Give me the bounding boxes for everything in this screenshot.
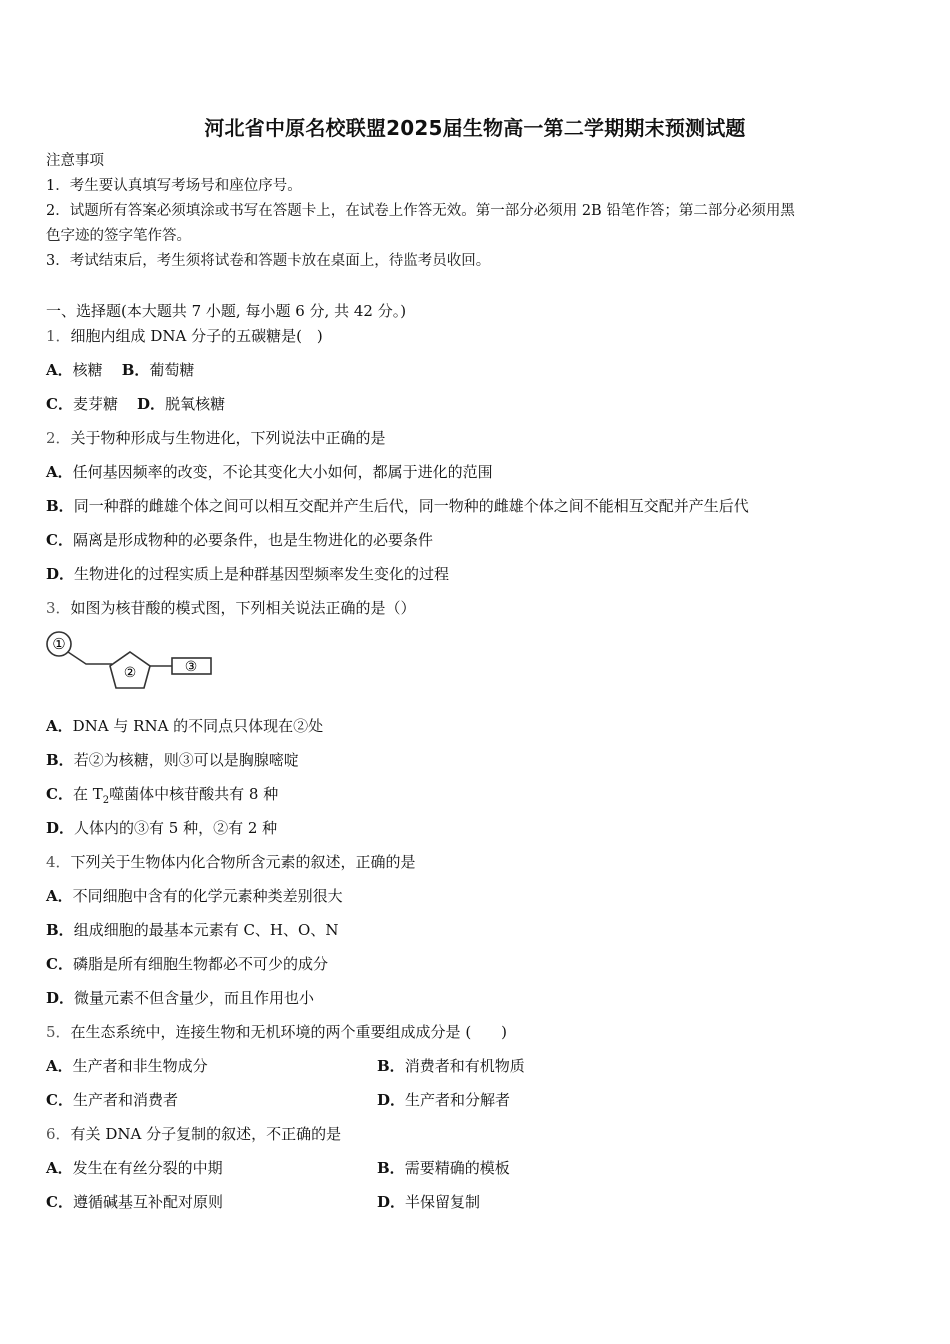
option-label: D． (46, 989, 75, 1007)
question-number: 4． (46, 853, 71, 871)
option-label: C． (46, 785, 73, 803)
notice-item: 1．考生要认真填写考场号和座位序号。 (46, 178, 302, 194)
option-text: 葡萄糖 (149, 361, 195, 379)
option-cell (46, 1056, 208, 1076)
option-label: B． (46, 921, 74, 939)
question-3-stem (46, 598, 416, 618)
option-label: D． (377, 1091, 406, 1109)
option-text: 核糖 (72, 361, 103, 379)
option-label: A． (46, 463, 73, 481)
question-1-stem (46, 326, 323, 346)
option-row (46, 920, 338, 940)
option-text: 若②为核糖，则③可以是胸腺嘧啶 (73, 751, 299, 769)
option-label: A． (46, 717, 73, 735)
section-heading: 一、选择题(本大题共 7 小题, 每小题 6 分, 共 42 分。) (46, 302, 407, 320)
option-row (46, 988, 314, 1008)
option-text: 在 $T_2$噬菌体中核苷酸共有 8 种 (72, 785, 279, 806)
question-text: 在生态系统中，连接生物和无机环境的两个重要组成成分是 ( ) (70, 1023, 508, 1041)
option-label: C． (46, 395, 73, 413)
option-cell (377, 1192, 480, 1212)
option-row (46, 886, 343, 906)
option-label: A． (46, 361, 73, 379)
option-label: B． (121, 361, 150, 379)
option-text: 脱氧核糖 (165, 395, 226, 413)
phosphate-bond (68, 652, 112, 664)
option-label: D． (377, 1193, 406, 1211)
option-label: D． (46, 565, 75, 583)
option-label: A． (46, 887, 73, 905)
option-text: 遵循碱基互补配对原则 (72, 1193, 223, 1211)
option-label: A． (46, 1057, 73, 1075)
option-row (46, 462, 493, 482)
option-row (46, 530, 433, 550)
question-text: 有关 DNA 分子复制的叙述，不正确的是 (70, 1125, 342, 1143)
notice-item: 色字迹的签字笔作答。 (46, 228, 191, 244)
question-number: 5． (46, 1023, 71, 1041)
page-title: 河北省中原名校联盟2025届生物高一第二学期期末预测试题 (204, 116, 746, 140)
option-text: 同一种群的雌雄个体之间可以相互交配并产生后代，同一物种的雌雄个体之间不能相互交配并产生后代 (73, 497, 749, 515)
nucleotide-diagram (44, 628, 219, 694)
option-label: D． (137, 395, 166, 413)
option-cell (377, 1056, 525, 1076)
option-text: 隔离是形成物种的必要条件，也是生物进化的必要条件 (72, 531, 433, 549)
option-row (46, 954, 328, 974)
option-label: D． (46, 819, 75, 837)
option-label: B． (377, 1159, 405, 1177)
option-label: B． (46, 751, 74, 769)
option-label: B． (46, 497, 74, 515)
notice-item: 3．考试结束后，考生须将试卷和答题卡放在桌面上，待监考员收回。 (46, 253, 491, 269)
notice-item: 2．试题所有答案必须填涂或书写在答题卡上，在试卷上作答无效。第一部分必须用 2B 铅笔作答；第二部分必须用黑 (46, 203, 795, 219)
question-4-stem (46, 852, 416, 872)
option-row (46, 496, 749, 516)
option-row (46, 716, 323, 736)
option-row (46, 360, 194, 380)
option-text: 生产者和消费者 (72, 1091, 178, 1109)
question-number: 3． (46, 599, 71, 617)
option-text: 发生在有丝分裂的中期 (72, 1159, 223, 1177)
label-3: ③ (184, 659, 198, 675)
label-1: ① (52, 635, 66, 653)
question-2-stem (46, 428, 386, 448)
option-label: C． (46, 1091, 73, 1109)
question-text: 如图为核苷酸的模式图，下列相关说法正确的是（） (70, 599, 416, 617)
option-label: C． (46, 955, 73, 973)
option-text: DNA 与 RNA 的不同点只体现在②处 (72, 717, 324, 735)
option-text: 生产者和分解者 (405, 1091, 511, 1109)
option-text: 组成细胞的最基本元素有 C、H、O、N (73, 921, 339, 939)
option-text: 需要精确的模板 (404, 1159, 510, 1177)
option-cell (46, 1090, 178, 1110)
option-text: 消费者和有机物质 (404, 1057, 525, 1075)
option-cell (377, 1158, 510, 1178)
option-row (46, 394, 225, 414)
option-row (46, 784, 278, 811)
option-text: 生产者和非生物成分 (72, 1057, 208, 1075)
question-6-stem (46, 1124, 341, 1144)
option-text: 麦芽糖 (72, 395, 118, 413)
option-row (46, 818, 277, 838)
option-text: 人体内的③有 5 种，②有 2 种 (74, 819, 278, 837)
option-text: 磷脂是所有细胞生物都必不可少的成分 (72, 955, 328, 973)
option-text: 不同细胞中含有的化学元素种类差别很大 (72, 887, 343, 905)
question-number: 2． (46, 429, 71, 447)
option-text: 微量元素不但含量少，而且作用也小 (74, 989, 315, 1007)
option-text: 半保留复制 (405, 1193, 481, 1211)
option-label: B． (377, 1057, 405, 1075)
option-text: 任何基因频率的改变，不论其变化大小如何，都属于进化的范围 (72, 463, 493, 481)
option-row (46, 564, 449, 584)
option-row (46, 750, 299, 770)
question-number: 1． (46, 327, 71, 345)
question-number: 6． (46, 1125, 71, 1143)
label-2: ② (123, 665, 137, 681)
question-text: 下列关于生物体内化合物所含元素的叙述，正确的是 (70, 853, 416, 871)
notice-heading: 注意事项 (46, 153, 104, 169)
question-5-stem (46, 1022, 507, 1042)
option-cell (46, 1158, 223, 1178)
option-label: C． (46, 531, 73, 549)
option-cell (46, 1192, 223, 1212)
question-text: 细胞内组成 DNA 分子的五碳糖是( ) (70, 327, 323, 345)
option-label: A． (46, 1159, 73, 1177)
option-text: 生物进化的过程实质上是种群基因型频率发生变化的过程 (74, 565, 450, 583)
option-label: C． (46, 1193, 73, 1211)
option-cell (377, 1090, 510, 1110)
question-text: 关于物种形成与生物进化，下列说法中正确的是 (70, 429, 386, 447)
